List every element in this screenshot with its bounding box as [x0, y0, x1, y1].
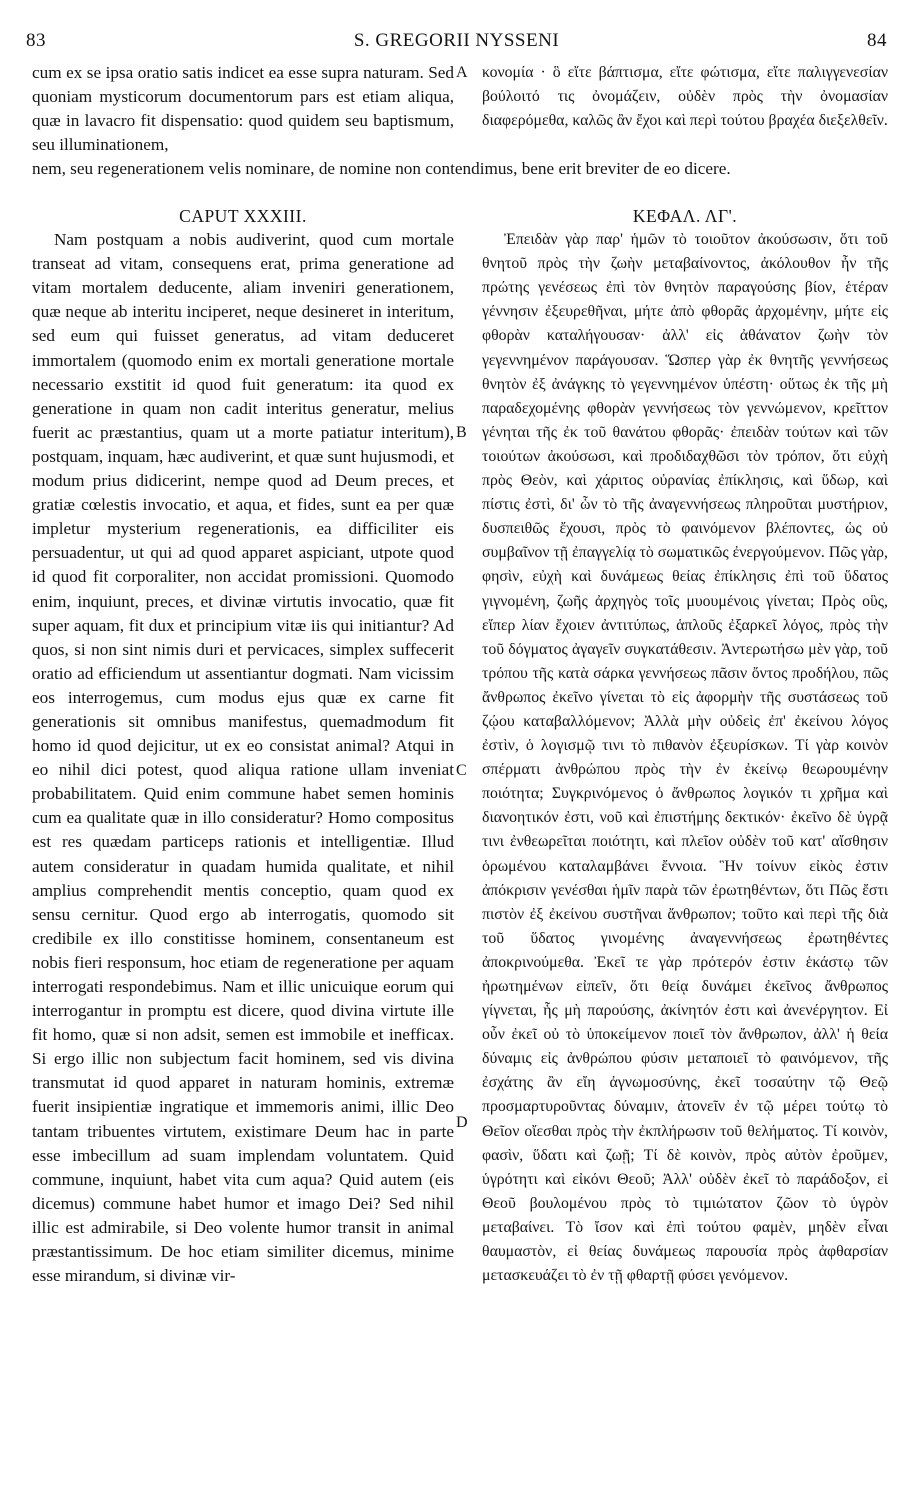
- margin-letter-b: B: [456, 424, 467, 441]
- running-header: [26, 30, 887, 54]
- greek-intro-text: κονομία · ὃ εἴτε βάπτισμα, εἴτε φώτισμα, εἴτε παλιγγενεσίαν βούλοιτό τις ὀνομάζειν, οὐδὲν πρὸς τὴν ὀνομασίαν διαφερόμεθα, καλῶς ἂν ἔχοι καὶ περὶ τούτου βραχέα διεξελθεῖν.: [482, 64, 888, 130]
- page-number-left: 83: [26, 30, 46, 51]
- greek-body-text: Ἐπειδὰν γὰρ παρ' ἡμῶν τὸ τοιοῦτον ἀκούσωσιν, ὅτι τοῦ θνητοῦ πρὸς τὴν ζωὴν μεταβαίνοντος, ἀκόλουθον ἦν τῆς πρώτης γενέσεως ἐπὶ τὸν θνητὸν παραγούσης βίον, ἑτέραν γέννησιν ἐξευρεθῆναι, μήτε ἀπὸ φθορᾶς ἀρχομένην, μήτε εἰς φθορὰν καταλήγουσαν· ἀλλ' εἰς ἀθάνατον ζωὴν τὸν γεγεννημένον παράγουσαν. Ὥσπερ γὰρ ἐκ θνητῆς γεννήσεως θνητὸν ἐξ ἀνάγκης τὸ γεγεννημένον ὑπέστη· οὕτως ἐκ τῆς μὴ παραδεχομένης φθορὰν γεννήσεως τὸν γεννώμενον, κρεῖττον γένηται τῆς ἐκ τοῦ θανάτου φθορᾶς· ἐπειδὰν τούτων καὶ τῶν τοιούτων ἀκούσωσι, καὶ προδιδαχθῶσι τὸν τρόπον, ὅτι εὐχὴ πρὸς Θεὸν, καὶ χάριτος οὐρανίας ἐπίκλησις, καὶ ὕδωρ, καὶ πίστις ἐστὶ, δι' ὧν τὸ τῆς ἀναγεννήσεως πληροῦται μυστήριον, δυσπειθῶς ἔχουσι, πρὸς τὸ φαινόμενον βλέποντες, ὡς οὐ συμβαῖνον τῇ ἐπαγγελίᾳ τὸ σωματικῶς ἐνεργούμενον. Πῶς γὰρ, φησὶν, εὐχὴ καὶ δυνάμεως θείας ἐπίκλησις ἐπὶ τοῦ ὕδατος γιγνομένη, ζωῆς ἀρχηγὸς τοῖς μυουμένοις γίνεται; Πρὸς οὓς, εἴπερ λίαν ἔχοιεν ἀντιτύπως, ἁπλοῦς ἐξαρκεῖ λόγος, πρὸς τὴν τοῦ δόγματος ἀγαγεῖν συγκατάθεσιν. Ἀντερωτήσω μὲν γὰρ, τοῦ τρόπου τῆς κατὰ σάρκα γεννήσεως πᾶσιν ὄντος προδήλου, πῶς ἄνθρωπος ἐκεῖνο γίνεται τὸ εἰς ἀφορμὴν τῆς συστάσεως τοῦ ζῴου καταβαλλόμενον; Ἀλλὰ μὴν οὐδεὶς ἐπ' ἐκείνου λόγος ἐστὶν, ὁ λογισμῷ τινι τὸ πιθανὸν ἐξευρίσκων. Τί γὰρ κοινὸν σπέρματι ἀνθρώπου πρὸς τὴν ἐν ἐκείνῳ θεωρουμένην ποιότητα; Συγκρινόμενος ὁ ἄνθρωπος λογικόν τι χρῆμα καὶ διανοητικόν ἐστι, νοῦ καὶ ἐπιστήμης δεκτικόν· ἐκεῖνο δὲ ὑγρᾷ τινι ἐνθεωρεῖται ποιότητι, καὶ πλεῖον οὐδὲν τοῦ κατ' αἴσθησιν ὁρωμένου καταλαμβάνει ἔννοια. Ἣν τοίνυν εἰκὸς ἐστιν ἀπόκρισιν γενέσθαι ἡμῖν παρὰ τῶν ἐρωτηθέντων, ὅτι Πῶς ἔστι πιστὸν ἐξ ἐκείνου συστῆναι ἄνθρωπον; τοῦτο καὶ περὶ τῆς διὰ τοῦ ὕδατος γινομένης ἀναγεννήσεως ἐρωτηθέντες ἀποκρινούμεθα. Ἐκεῖ τε γὰρ πρότερόν ἐστιν ἑκάστῳ τῶν ἠρωτημένων εἰπεῖν, ὅτι θείᾳ δυνάμει ἐκεῖνος ἄνθρωπος γίγνεται, ἧς μὴ παρούσης, ἀκίνητόν ἐστι καὶ ἀνενέργητον. Εἰ οὖν ἐκεῖ οὐ τὸ ὑποκείμενον ποιεῖ τὸν ἄνθρωπον, ἀλλ' ἡ θεία δύναμις εἰς ἀνθρώπου φύσιν μεταποιεῖ τὸ φαινόμενον, τῆς ἐσχάτης ἂν εἴη ἀγνωμοσύνης, ἐκεῖ τοσαύτην τῷ Θεῷ προσμαρτυροῦντας δύναμιν, ἀτονεῖν ἐν τῷ μέρει τούτῳ τὸ Θεῖον οἴεσθαι πρὸς τὴν ἐκπλήρωσιν τοῦ θελήματος. Τί κοινὸν, φασὶν, ὕδατι καὶ ζωῇ; Τί δὲ κοινὸν, πρὸς αὐτὸν ἐροῦμεν, ὑγρότητι καὶ εἰκόνι Θεοῦ; Ἀλλ' οὐδὲν ἐκεῖ τὸ παράδοξον, εἰ Θεοῦ βουλομένου πρὸς τὸ τιμιώτατον ζῶον τὸ ὑγρὸν μεταβαίνει. Τὸ ἴσον καὶ ἐπὶ τούτου φαμὲν, μηδὲν εἶναι θαυμαστὸν, εἰ θείας δυνάμεως παρουσία πρὸς ἀφθαρσίαν μετασκευάζει τὸ ἐν τῇ φθαρτῇ φύσει γενόμενον.: [482, 231, 888, 1285]
- greek-column-intro: [482, 61, 888, 157]
- greek-chapter-caption: ΚΕΦΑΛ. ΛΓ'.: [632, 206, 738, 226]
- full-width-text: nem, seu regenerationem velis nominare, de nomine non contendimus, bene erit breviter de eo dicere.: [32, 159, 731, 178]
- latin-intro-text: cum ex se ipsa oratio satis indicet ea esse supra naturam. Sed quoniam mysticorum documentorum pars est etiam aliqua, quæ in lavacro fit dispensatio: quod quidem seu baptismum, seu illuminationem,: [32, 63, 454, 155]
- latin-column-body: [32, 204, 454, 1494]
- greek-column-body: [482, 204, 888, 1494]
- latin-chapter-caption: CAPUT XXXIII.: [179, 206, 307, 226]
- margin-letter-a: A: [456, 64, 468, 81]
- margin-letter-d: D: [456, 1114, 468, 1131]
- latin-column-intro: [32, 61, 454, 157]
- margin-letter-c: C: [456, 762, 467, 779]
- full-width-line: [32, 157, 888, 181]
- page-number-right: 84: [867, 30, 887, 51]
- running-title: S. GREGORII NYSSENI: [353, 30, 560, 51]
- latin-body-text: Nam postquam a nobis audiverint, quod cum mortale transeat ad vitam, consequens erat, prima generatione ad vitam mortalem deducente, aliam inveniri generationem, quæ neque ab interitu inciperet, neque desineret in interitum, sed eum qui fuisset generatus, ad vitam deduceret immortalem (quomodo enim ex mortali generatione mortale necessario exstitit id quod fuit generatum: ita quod ex generatione in quam non cadit interitus generatur, melius fuerit ac præstantius, quam ut a morte patiatur interitum), postquam, inquam, hæc audiverint, et quæ sunt hujusmodi, et modum prius didicerint, nempe quod ad Deum preces, et gratiæ cœlestis invocatio, et aqua, et fides, sunt ea per quæ impletur mysterium regenerationis, ea difficiliter eis persuadentur, ut qui ad quod apparet aspiciant, utpote quod id quod fit corporaliter, non accidat promissioni. Quomodo enim, inquiunt, preces, et divinæ virtutis invocatio, quæ fit super aquam, fit dux et principium vitæ iis qui initiantur? Ad quos, si non sint nimis duri et pervicaces, simplex suffecerit oratio ad efficiendum ut assentiantur dogmati. Nam vicissim eos interrogemus, cum modus ejus quæ ex carne fit generationis sit omnibus manifestus, quemadmodum fit homo id quod dejicitur, ut ex eo consistat animal? Atqui in eo nihil dici potest, quod aliqua ratione ullam inveniat probabilitatem. Quid enim commune habet semen hominis cum ea qualitate quæ in illo consideratur? Homo compositus est res quædam particeps rationis et intelligentiæ. Illud autem consideratur in quadam humida qualitate, et nihil amplius comprehendit mentis conceptio, quam quod ex sensu cernitur. Quod ergo ab interrogatis, quomodo sit credibile ex illo constitisse hominem, consentaneum est nobis fieri responsum, hoc etiam de regeneratione per aquam interrogati respondebimus. Nam et illic unicuique eorum qui interrogantur in promptu est dicere, quod divina virtute ille fit homo, quæ si non adsit, semen est immobile et inefficax. Si ergo illic non subjectum facit hominem, sed vis divina transmutat id quod apparet in naturam hominis, extremæ fuerit insipientiæ ingratique et immemoris animi, illic Deo tantam tribuentes virtutem, existimare Deum hac in parte esse imbecillum ad suam implendam voluntatem. Quid commune, inquiunt, habet vita cum aqua? Quid autem (eis dicemus) commune habet humor et imago Dei? Sed nihil illic est admirabile, si Deo volente humor transit in animal præstantissimum. De hoc etiam similiter dicemus, minime esse mirandum, si divinæ vir-: [32, 230, 454, 1286]
